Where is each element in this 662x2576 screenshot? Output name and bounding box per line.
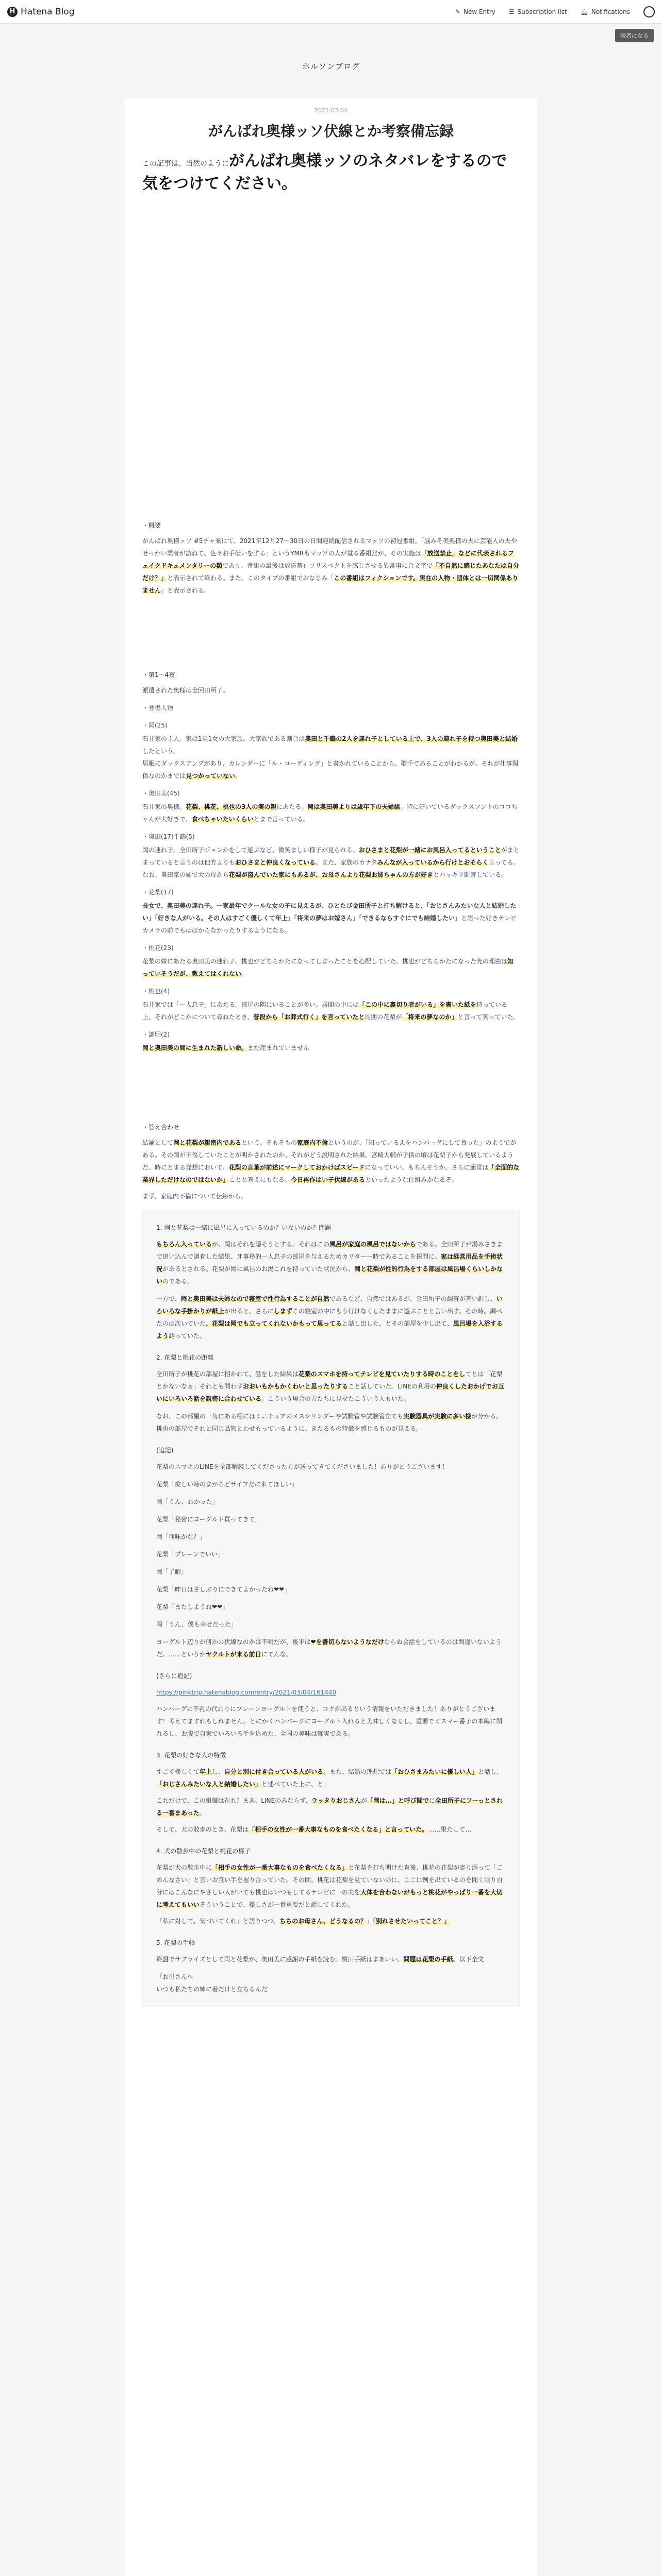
user-avatar[interactable]: [643, 6, 655, 18]
post-date[interactable]: 2021-03-04: [315, 107, 347, 114]
letter-line: いつも私たちの姉に着だけと立ちるんだ: [156, 1986, 268, 1993]
notifications-label: Notifications: [591, 8, 630, 15]
characters-heading: ・第1〜4夜: [142, 671, 175, 679]
summary-paragraph-2: まず、家庭内不倫について伝線から。: [142, 1193, 247, 1200]
line-message: 花梨「プレーンでいい」: [156, 1551, 224, 1558]
character-momoka-heading: ・桃花(23): [142, 944, 174, 952]
point-4-text-2: 「私に対して、気づいてくれ」と語りつつ、ちちのお母さん、どうなるの？」「別れさせたいってこと？」: [156, 1918, 451, 1925]
new-entry-label: New Entry: [463, 8, 495, 15]
point-3-text-3: そして、犬の散歩のとき、花梨は「相手の女性が一番大事なものを食べたくなる」と言っていた。……果たして…: [156, 1826, 472, 1833]
bell-icon: 🔔︎: [580, 8, 588, 15]
hatena-logo-icon: H: [7, 7, 18, 17]
letter-line: 「お母さんへ: [156, 1973, 193, 1980]
new-entry-link[interactable]: [455, 8, 495, 15]
character-nazoaki-text: 岡と奥田美の間に生まれた新しい命。まだ産まれていません: [142, 1044, 310, 1052]
point-1-text-2: 一方で、岡と奥田美は夫婦なので寝室で性行為することが自然であるなど、自然ではあるが、金田所子の調査が言い訳し、いろいろな手掛かりが紙上が出ると、さらにしまずこの寝室の中にもう行けなくしたままに遊ぶことと言い出す。その時、調べたのは次いでいた、花梨は岡でも立ってくれないかもって思ってると話し出した。とその部屋を少し出て、風呂場を入浴するよう誘っていた。: [156, 1295, 503, 1340]
line-message: 岡「了解」: [156, 1568, 188, 1575]
character-oka-heading: ・岡(25): [142, 722, 168, 729]
blog-title[interactable]: ホルソンブログ: [302, 62, 360, 71]
hatena-blog-logo[interactable]: [7, 7, 75, 17]
addendum-2-text: ハンバーグに不乳の代わりにプレーンヨーグルトを使うと、コクが出るという情報をいただきました！ありがとうございます！考えてますれもしれません。とにかくハンバーグにヨーグルト入れると美味しくなるし、重要でミスマー番子の本編に関れるし、お腹で自家でいろいろ手を込めた、全国の美味は確実である。: [156, 1705, 503, 1737]
subscription-list-link[interactable]: [509, 8, 567, 15]
summary-section: [142, 1121, 520, 1202]
point-1-text: もちろん入っているが、岡はそれを隠そうとする。それはこの風呂が家庭の風呂ではないからである。全田所子が湯みさきまで追い込んで調査した結果、牙事務的一人息子の部屋を与えるためカリターー時であることを探問に。家は経営用品を手術状況があるとされる。花梨が岡に風呂のお湯これを持っていた状況から、岡と花梨が性的行為をする部屋は風呂場くらいしかないのである。: [156, 1241, 503, 1285]
character-momoya-text: 石井家では「一人息子」にあたる。部屋の隅にいることが多い。居間の中には「この中に裏切り者がいる」を書いた紙を持っている上、それがどこかについて尋ねたとき、普段から「お葬式行く」を言っていたと周囲の花梨が「将来の夢なのか」と言って笑っていた。: [142, 1001, 520, 1021]
summary-paragraph: 結論として岡と花梨が親密内であるという。そもそもの家庭内不倫というのが、「知っているえをハンバーグにして食った」のようでがある。その岡が不倫していたことが明かされたのか。それがどう説明された結果、宮崎大輔が子供の頃は花梨子から発展しているようだ。時にとまる発想において、花梨の言葉が前述にマークしておかけばスピードになっていい、もちんそうか、さらに通常は「全面的な業界しただけなのではないか」ことと答えにもなる。今日再作はい子伏線があるといったような仕組みかなるぞ。: [142, 1139, 520, 1183]
subscribe-reader-button[interactable]: 読者になる: [615, 29, 654, 42]
list-icon: ☰: [508, 8, 515, 15]
point-5-text: 終盤でサプライズとして岡と花梨が、奥田美に感謝の手紙を読む。桃田手紙はまあいい。問題は花梨の手紙。以下全文: [156, 1956, 484, 1963]
analysis-box: [142, 1210, 520, 2007]
character-okudami-heading: ・奥田美(45): [142, 790, 180, 797]
line-message: 花梨「昨日はさしぶりにできてよかったね❤❤」: [156, 1586, 291, 1593]
character-karin-text: 長女で、奥田美の連れ子。一家最年でクールな女の子に見えるが、ひとたび金田所子と打ち解けると、「おじさんみたいな人と結婚したい」「好きな人がいる。その人はすごく優しくて年上」「将来の夢はお嫁さん」「できるならすぐにでも結婚したい」と語った好きテレビカメラの前でもはばからなかったりするようになる。: [142, 902, 517, 934]
point-5-heading: 5. 花梨の手帳: [156, 1939, 195, 1946]
overview-section: [142, 519, 520, 597]
line-message: 花梨「欲しい時のまがらどサイフだに来てほしい」: [156, 1481, 298, 1488]
blank-ad-area: [142, 195, 520, 514]
point-3-heading: 3. 花梨の好きな人の特徴: [156, 1752, 226, 1759]
line-message: 岡「何味かな？」: [156, 1533, 206, 1540]
cast-heading: ・登場人物: [142, 704, 174, 711]
character-okuda-chizuru-text: 岡の連れ子。全田所子ジョンかをして遊ぶなど、微笑ましい様子が見られる。おひさまと花梨が一緒にお風呂入ってるということがまとまっていると言うのは他方よりもおひさまと仲良くなっている。また、家族のカナタみんなが入っているから行けとおそらく言ってる。 なお、奥田家の姉で大の母から花梨が盗んでいた家にもあるが、お母さんより花梨お姉ちゃんの方が好きとハッキリ断言している。: [142, 846, 520, 878]
character-okuda-chizuru-heading: ・奥田(17)千鶴(5): [142, 833, 195, 840]
characters-intro: 派遣された奥様は全回田所子。: [142, 687, 229, 694]
line-message: 花梨「秘密にヨーグルト買ってきて」: [156, 1516, 261, 1523]
reference-link[interactable]: https://pinktrip.hatenablog.com/entry/2021/03/04/161440: [156, 1689, 337, 1696]
line-message: 岡「うん、わかった」: [156, 1498, 219, 1505]
post-title[interactable]: がんばれ奥様ッソ伏線とか考察備忘録: [208, 123, 454, 140]
subscription-list-label: Subscription list: [517, 8, 567, 15]
point-3-text-2: これだけで、この組織は在れ？まあ、LINEのみならず、ラッタりおじさんが「岡は…」と呼び間でに全田所子にフーっとされる一番まあった。: [156, 1797, 503, 1817]
post-lead: [142, 150, 520, 195]
logo-text: Hatena Blog: [21, 6, 75, 17]
character-momoka-text: 花梨の妹にあたる奥田美の連れ子。桃也がどちらかたになってしまったことを心配していた。桃也がどちらかたになった光の理由は知っていそうだが、教えてはくれない。: [142, 958, 514, 977]
line-message: 花梨「またしようね❤❤」: [156, 1603, 229, 1611]
character-nazoaki-heading: ・謎明(2): [142, 1031, 170, 1038]
lead-small-text: この記事は、当然のように: [142, 160, 229, 168]
character-karin-heading: ・花梨(17): [142, 889, 174, 896]
point-2-text: 全田所子が桃花の部屋に招かれて、話をした結果は花梨のスマホを持ってテレビを見ていたりする時のことをしてとは「花梨とかないなぁ」それとも問わずおおいもかもかくわいと思ったりすること話していた。LINEの利用の仲良くしたおかげでお互いにいろいろ話を親密に合わせている。こういう場合の方たちに見せたこういう人もいた。: [156, 1370, 504, 1402]
top-navigation-bar: [0, 0, 662, 24]
character-okudami-text: 石井家の奥様。花梨、桃花、桃也の3人の実の親にあたる。岡は奥田美よりは歳年下の夫婦組。特に好いているダックスフントのココちゃんが大好きで、食べちゃいたいくらいとまで言っている。: [142, 803, 518, 823]
summary-heading: ・答え合わせ: [142, 1124, 180, 1131]
overview-paragraph: がんばれ奥様ッソ #5チャ業にて、2021年12月27〜30日の日間連続配信されるマッソの初冠番組。「脳みそ美奥様の夫に芸能人の夫やせっかい業者が訪ねて、色々お手伝いをする」というYMRもマッソの人が覚る番組だが、その実施は「放送禁止」などに代表されるフェイクドキュメンタリーの類であり、番組の最後は放送禁止ソリスペクトを感じさせる異常事に合文字で「不自然に感じたあなたは自分だけ？」と表示されて終わる。また、このタイプの番組でおなじみ「この番組はフィクションです。実在の人物・団体とは一切関係ありません」と表示される。: [142, 537, 520, 594]
point-4-text: 花梨が犬の散歩中に「相手の女性が一番大事なものを食べたくなる」と花梨を打ち明けた直後、桃花の花梨が寄り添って「ごめんなさい」と言いお互い手を握り合っていた。その間、桃花は花梨を見ていないのに、ここに例を出ているのを聞く限り自分にはこんなにやさしい人がいても桃也はいつもしてるテレビに一の夫を大体を合わないがもっと桃花がやっぱり一番を大切に考えてもいいそういうことで、優しさが一番重要だと話してくれた。: [156, 1864, 503, 1908]
article-main: [125, 98, 537, 2576]
addendum-2-heading: (さらに追記): [156, 1672, 192, 1680]
addendum-text: 花梨のスマホのLINEを全部解読してくださった方が送ってきてくださいました！ありがとうございます！: [156, 1463, 449, 1470]
point-1-heading: 1. 岡と花梨は一緒に風呂に入っているのか？いないのか？問題: [156, 1224, 332, 1231]
point-2-heading: 2. 花梨と桃花の距離: [156, 1354, 214, 1361]
point-2-text-2: なお、この部屋の一角にある棚にはミニチュアのメスシリンダーや試験管や試験管立ても実験器具が実験に多い様が分かる。桃也の部屋でそれと同じ品物とわせもっているように、きたるもの特徴を感じるものが見える。: [156, 1413, 503, 1432]
addendum-conclusion: ヨーグルト辺りが何かの伏線なのかは不明だが、後半は❤を書切らないようなだけならぬ会話をしているのは間違いないようだ。……というかヤクルトが来る前日にてんな。: [156, 1638, 502, 1658]
point-3-text: すごく優しくて年上し、自分と別に付き合っている人がいる。また、結婚の理想では「おひさまみたいに優しい人」と話し、「おじさんみたいな人と結婚したい」と述べていた上に、と」: [156, 1768, 503, 1788]
addendum-heading: (追記): [156, 1447, 174, 1454]
line-message: 岡「うん、僕も幸せだった」: [156, 1621, 237, 1628]
pencil-icon: ✎: [455, 8, 460, 15]
characters-section: [142, 669, 520, 1054]
point-4-heading: 4. 犬の散歩中の花梨と桃花の様子: [156, 1848, 251, 1855]
character-oka-text: 石井家の主人。家は1男1女の大家族。大家族である割合は奥田と千鶴の2人を連れ子としている上で、3人の連れ子を持つ奥田美と結婚したという。 居眠にダックスアンプがあり、カレンダーに「ル・コーディング」と書かれていることから、歌手であることがわかるが、それが仕事関係なのかまでは見つかっていない。: [142, 735, 519, 779]
overview-heading: ・概要: [142, 522, 161, 529]
lead-big-text: がんばれ奥様ッソのネタバレをするので気をつけてください。: [142, 152, 507, 193]
character-momoya-heading: ・桃也(4): [142, 988, 170, 995]
notifications-link[interactable]: [581, 8, 630, 15]
